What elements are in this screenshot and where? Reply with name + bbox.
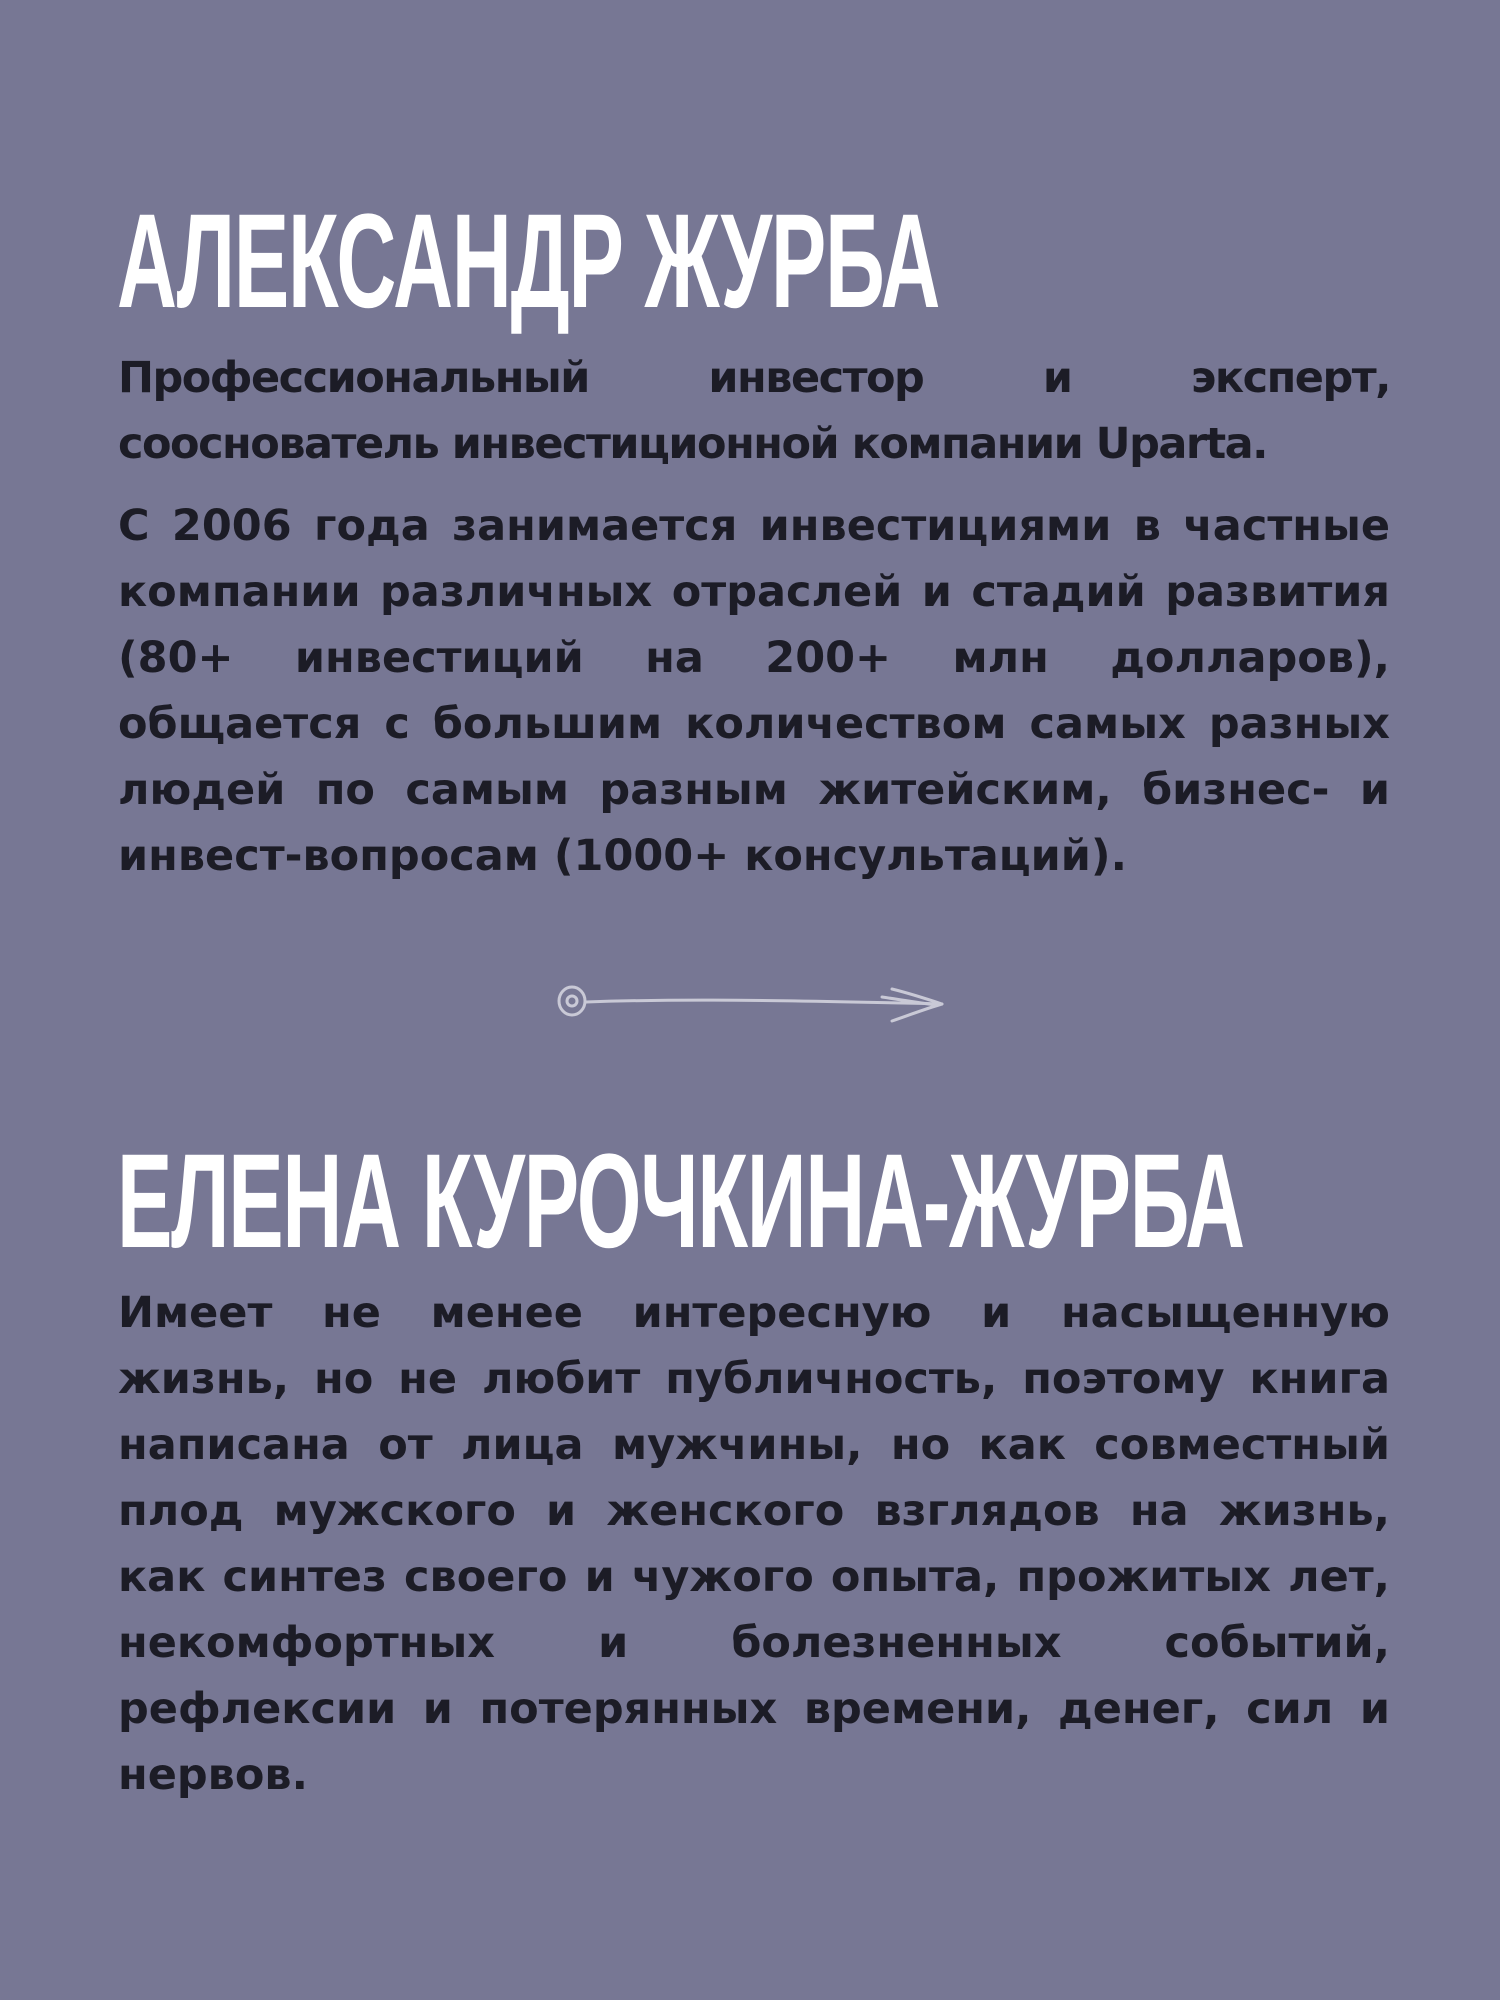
author-bio-elena: Имеет не менее интересную и насыщенную жизнь, но не любит публичность, поэтому книга написана от лица мужчины, но как совместный плод мужского и женского взглядов на жизнь, как синтез своего и чужого опыта, прожитых лет, некомфортных и болезненных событий, рефлексии и потерянных времени, денег, сил и нервов. (118, 1288, 1390, 1800)
author-name-alexander: АЛЕКСАНДР ЖУРБА (117, 187, 940, 336)
author-bio-alexander: С 2006 года занимается инвестициями в частные компании различных отраслей и стадий развития (80+ инвестиций на 200+ млн долларов), общается с большим количеством самых разных людей по самым разным житейским, бизнес- и инвест-вопросам (1000+ консультаций). (118, 501, 1390, 881)
author-role-alexander: Профессиональный инвестор и эксперт, сооснователь инвестиционной компании Uparta. (118, 353, 1390, 469)
author-name-elena: ЕЛЕНА КУРОЧКИНА-ЖУРБА (117, 1127, 1244, 1276)
hand-drawn-arrow-icon (552, 975, 952, 1035)
